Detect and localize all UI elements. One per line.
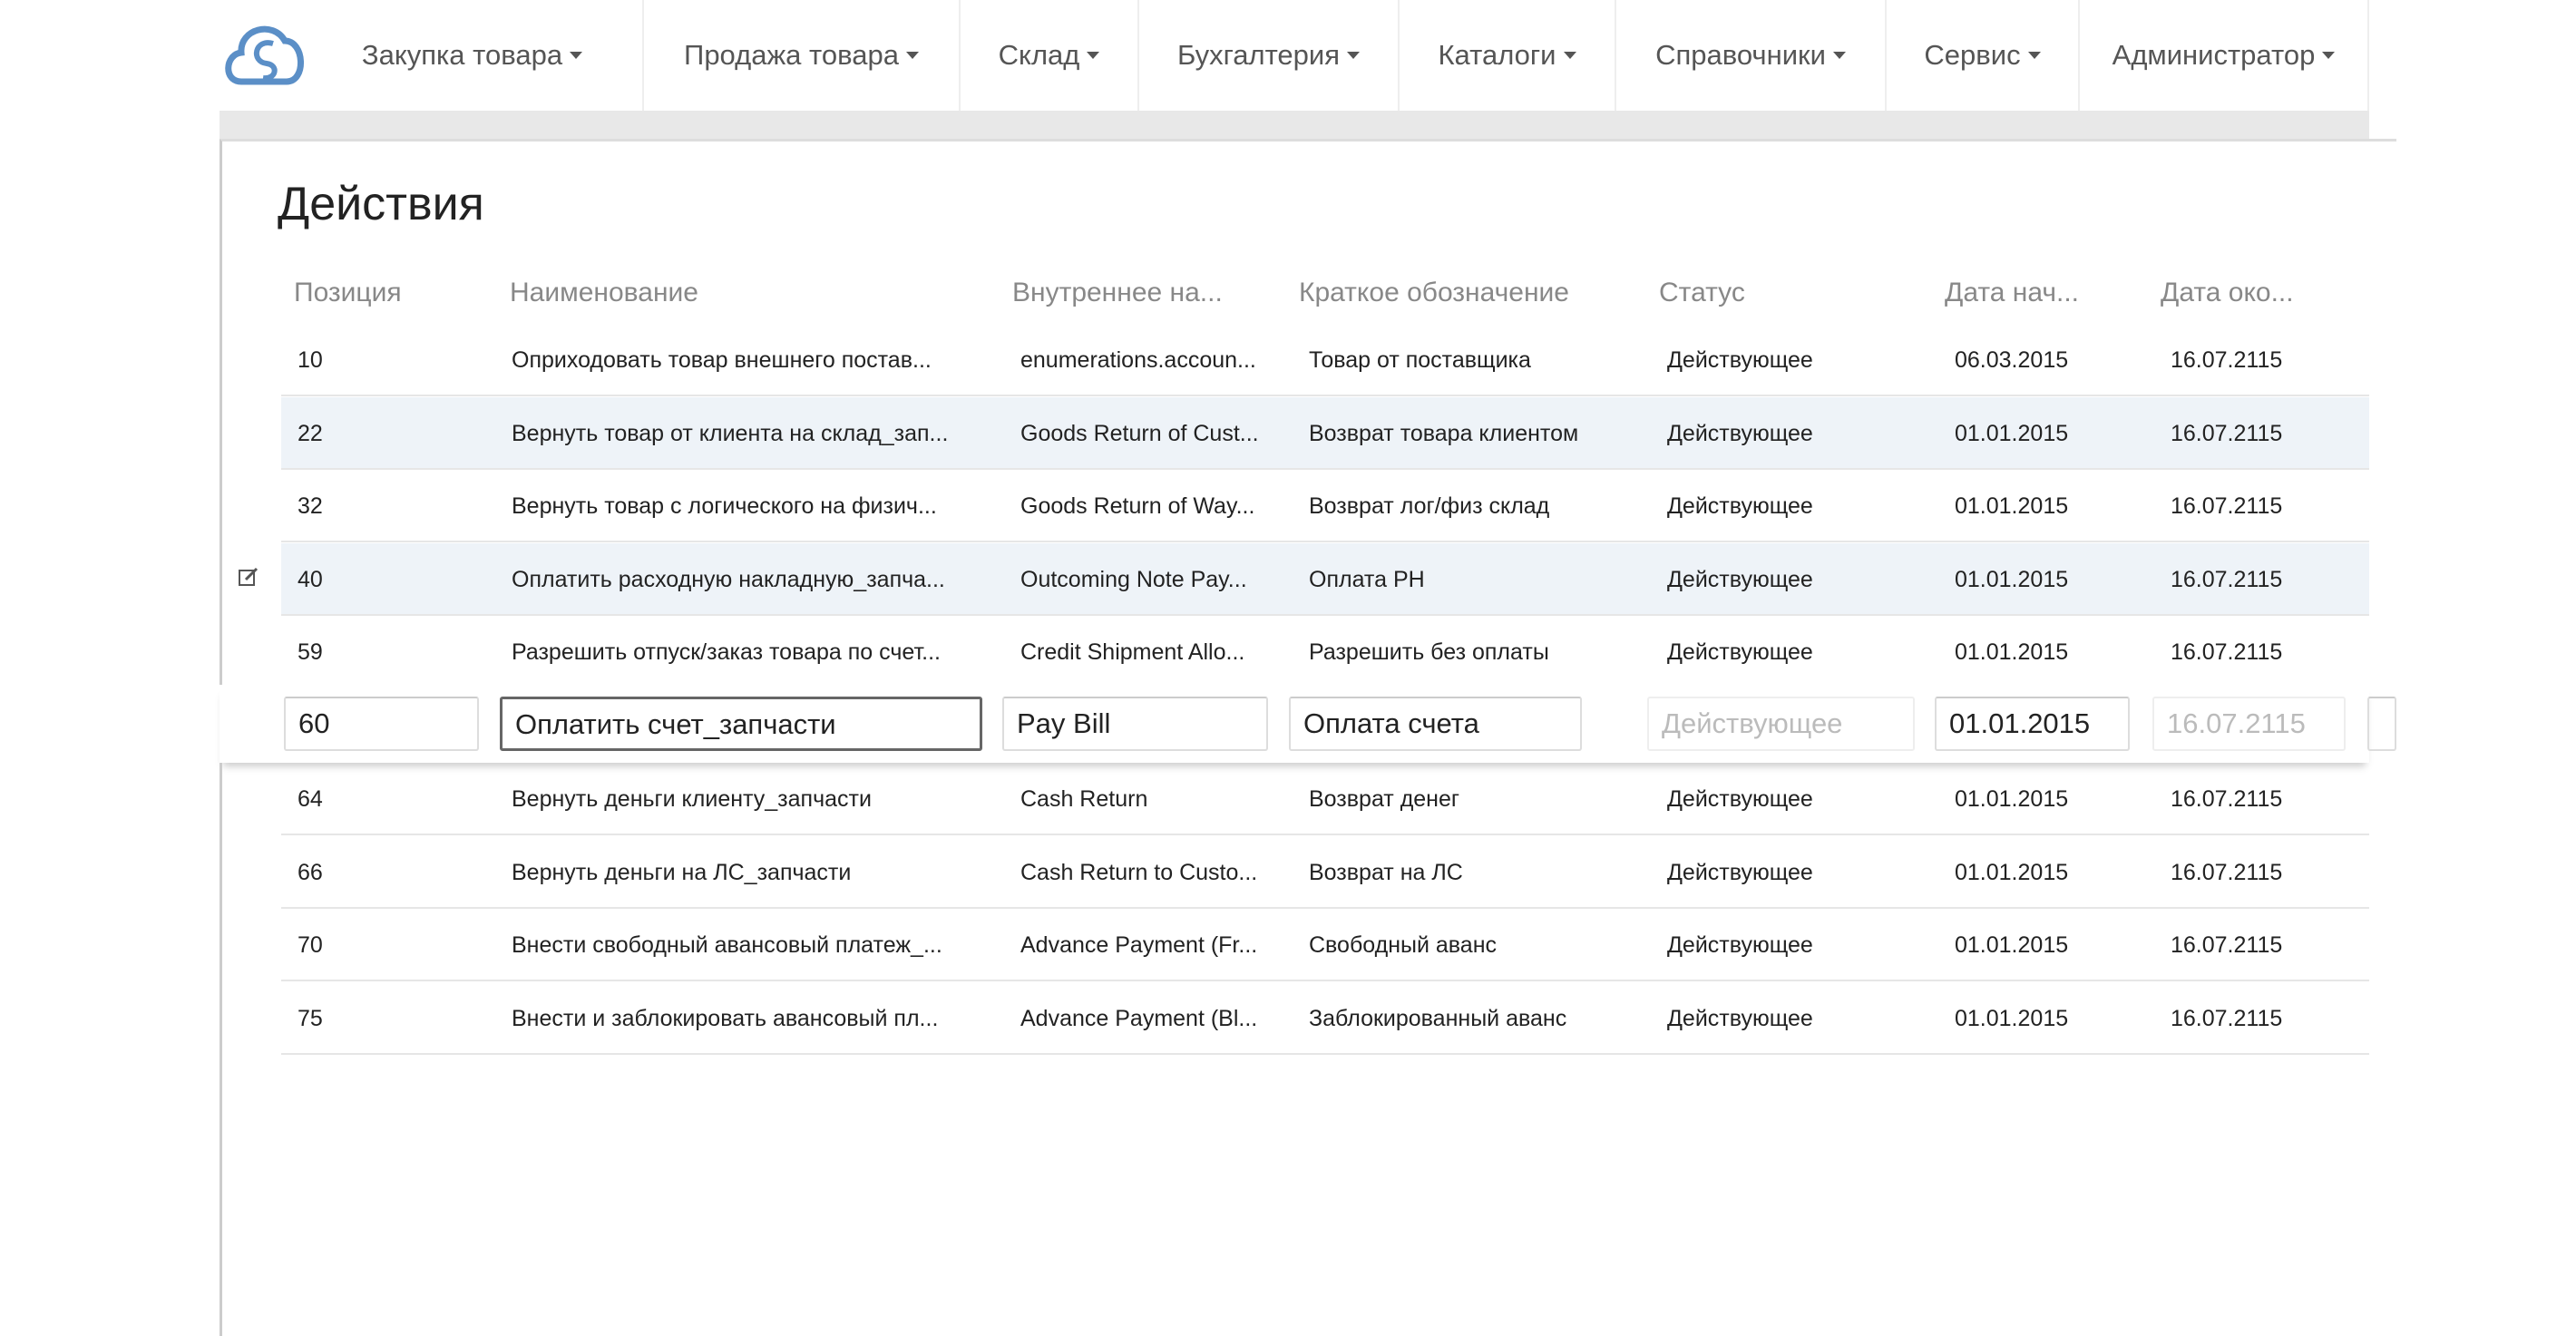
table-cell: Возврат товара клиентом bbox=[1309, 420, 1579, 446]
table-row[interactable] bbox=[281, 616, 2369, 688]
table-cell: Возврат на ЛС bbox=[1309, 859, 1463, 885]
nav-menu-label: Продажа товара bbox=[684, 39, 899, 71]
table-cell: 01.01.2015 bbox=[1955, 859, 2069, 885]
edit-field-4[interactable]: Действующее bbox=[1647, 697, 1915, 751]
table-cell: Вернуть товар от клиента на склад_зап... bbox=[512, 420, 949, 446]
edit-field-6[interactable]: 16.07.2115 bbox=[2152, 697, 2346, 751]
page-title: Действия bbox=[278, 178, 484, 230]
nav-menu-5[interactable] bbox=[1616, 0, 1887, 111]
table-cell: Товар от поставщика bbox=[1309, 347, 1531, 373]
table-cell: 16.07.2115 bbox=[2171, 566, 2283, 592]
column-header[interactable]: Дата око... bbox=[2161, 278, 2294, 307]
table-cell: 32 bbox=[298, 493, 323, 519]
table-cell: 16.07.2115 bbox=[2171, 859, 2283, 885]
table-row[interactable] bbox=[281, 763, 2369, 835]
edit-field-3[interactable]: Оплата счета bbox=[1289, 697, 1582, 751]
table-cell: Разрешить отпуск/заказ товара по счет... bbox=[512, 639, 941, 665]
table-cell: Cash Return bbox=[1020, 786, 1148, 812]
table-cell: 01.01.2015 bbox=[1955, 1005, 2069, 1031]
table-cell: 16.07.2115 bbox=[2171, 493, 2283, 519]
caret-down-icon bbox=[2028, 52, 2041, 59]
table-cell: Возврат денег bbox=[1309, 786, 1460, 812]
edit-field-0[interactable]: 60 bbox=[284, 697, 479, 751]
table-row[interactable] bbox=[281, 543, 2369, 616]
caret-down-icon bbox=[570, 52, 582, 59]
nav-menu-label: Каталоги bbox=[1438, 39, 1556, 71]
table-cell: 59 bbox=[298, 639, 323, 665]
table-cell: Оплата РН bbox=[1309, 566, 1425, 592]
toolbar-strip bbox=[220, 111, 2369, 141]
table-cell: Действующее bbox=[1667, 786, 1813, 812]
edit-field-2[interactable]: Pay Bill bbox=[1002, 697, 1268, 751]
table-cell: Действующее bbox=[1667, 932, 1813, 958]
nav-menu-2[interactable] bbox=[961, 0, 1139, 111]
nav-menu-1[interactable] bbox=[644, 0, 961, 111]
caret-down-icon bbox=[1087, 52, 1099, 59]
table-cell: 16.07.2115 bbox=[2171, 932, 2283, 958]
table-cell: Goods Return of Cust... bbox=[1020, 420, 1259, 446]
caret-down-icon bbox=[1564, 52, 1576, 59]
column-header[interactable]: Статус bbox=[1659, 278, 1745, 307]
table-cell: Действующее bbox=[1667, 566, 1813, 592]
table-cell: 06.03.2015 bbox=[1955, 347, 2069, 373]
table-cell: 01.01.2015 bbox=[1955, 932, 2069, 958]
nav-menu-4[interactable] bbox=[1400, 0, 1616, 111]
table-cell: 70 bbox=[298, 932, 323, 958]
table-cell: Действующее bbox=[1667, 639, 1813, 665]
table-cell: Действующее bbox=[1667, 859, 1813, 885]
cloud-logo-icon[interactable] bbox=[223, 18, 307, 91]
table-cell: 40 bbox=[298, 566, 323, 592]
table-cell: 16.07.2115 bbox=[2171, 786, 2283, 812]
table-row[interactable] bbox=[281, 909, 2369, 981]
table-cell: Действующее bbox=[1667, 493, 1813, 519]
table-row[interactable] bbox=[281, 470, 2369, 542]
table-cell: 01.01.2015 bbox=[1955, 786, 2069, 812]
table-cell: Advance Payment (Bl... bbox=[1020, 1005, 1258, 1031]
table-cell: 01.01.2015 bbox=[1955, 639, 2069, 665]
column-header[interactable]: Наименование bbox=[510, 278, 698, 307]
table-cell: 16.07.2115 bbox=[2171, 1005, 2283, 1031]
table-cell: Goods Return of Way... bbox=[1020, 493, 1255, 519]
table-cell: 22 bbox=[298, 420, 323, 446]
table-cell: Cash Return to Custo... bbox=[1020, 859, 1258, 885]
table-cell: 75 bbox=[298, 1005, 323, 1031]
table-cell: Оплатить расходную накладную_запча... bbox=[512, 566, 945, 592]
edit-icon[interactable] bbox=[238, 566, 259, 588]
table-cell: Внести и заблокировать авансовый пл... bbox=[512, 1005, 939, 1031]
column-header[interactable]: Краткое обозначение bbox=[1299, 278, 1569, 307]
table-cell: 66 bbox=[298, 859, 323, 885]
table-cell: 10 bbox=[298, 347, 323, 373]
table-cell: Вернуть товар с логического на физич... bbox=[512, 493, 937, 519]
table-cell: 01.01.2015 bbox=[1955, 493, 2069, 519]
table-cell: Свободный аванс bbox=[1309, 932, 1498, 958]
table-cell: 16.07.2115 bbox=[2171, 639, 2283, 665]
edit-field-1[interactable]: Оплатить счет_запчасти bbox=[500, 697, 982, 751]
table-cell: 16.07.2115 bbox=[2171, 347, 2283, 373]
table-cell: Возврат лог/физ склад bbox=[1309, 493, 1550, 519]
table-cell: Credit Shipment Allo... bbox=[1020, 639, 1245, 665]
table-row[interactable] bbox=[281, 397, 2369, 470]
edit-field-7[interactable] bbox=[2367, 697, 2396, 751]
table-cell: Вернуть деньги на ЛС_запчасти bbox=[512, 859, 852, 885]
table-cell: Вернуть деньги клиенту_запчасти bbox=[512, 786, 872, 812]
nav-menu-7[interactable] bbox=[2080, 0, 2369, 111]
column-header[interactable]: Внутреннее на... bbox=[1012, 278, 1223, 307]
nav-menu-label: Закупка товара bbox=[361, 39, 563, 71]
table-cell: Действующее bbox=[1667, 1005, 1813, 1031]
nav-menu-3[interactable] bbox=[1139, 0, 1400, 111]
caret-down-icon bbox=[1347, 52, 1360, 59]
table-cell: Разрешить без оплаты bbox=[1309, 639, 1549, 665]
table-cell: Outcoming Note Pay... bbox=[1020, 566, 1247, 592]
nav-menu-label: Администратор bbox=[2112, 39, 2316, 71]
table-cell: Действующее bbox=[1667, 347, 1813, 373]
column-header[interactable]: Позиция bbox=[294, 278, 402, 307]
table-cell: Оприходовать товар внешнего постав... bbox=[512, 347, 932, 373]
nav-menu-label: Справочники bbox=[1655, 39, 1826, 71]
table-cell: 01.01.2015 bbox=[1955, 420, 2069, 446]
caret-down-icon bbox=[1833, 52, 1846, 59]
edit-field-5[interactable]: 01.01.2015 bbox=[1935, 697, 2130, 751]
nav-menu-label: Склад bbox=[998, 39, 1080, 71]
column-header[interactable]: Дата нач... bbox=[1945, 278, 2079, 307]
table-cell: enumerations.accoun... bbox=[1020, 347, 1256, 373]
nav-menu-label: Сервис bbox=[1924, 39, 2021, 71]
caret-down-icon bbox=[2322, 52, 2335, 59]
table-cell: Действующее bbox=[1667, 420, 1813, 446]
table-row[interactable] bbox=[281, 836, 2369, 909]
table-cell: 64 bbox=[298, 786, 323, 812]
table-cell: 16.07.2115 bbox=[2171, 420, 2283, 446]
nav-menu-0[interactable] bbox=[302, 0, 644, 111]
table-row[interactable] bbox=[281, 324, 2369, 396]
nav-menu-6[interactable] bbox=[1887, 0, 2080, 111]
table-cell: Внести свободный авансовый платеж_... bbox=[512, 932, 942, 958]
caret-down-icon bbox=[906, 52, 919, 59]
edit-row bbox=[220, 685, 2369, 763]
table-cell: Advance Payment (Fr... bbox=[1020, 932, 1258, 958]
table-row[interactable] bbox=[281, 982, 2369, 1055]
table-cell: 01.01.2015 bbox=[1955, 566, 2069, 592]
table-cell: Заблокированный аванс bbox=[1309, 1005, 1567, 1031]
nav-menu-label: Бухгалтерия bbox=[1176, 39, 1341, 71]
